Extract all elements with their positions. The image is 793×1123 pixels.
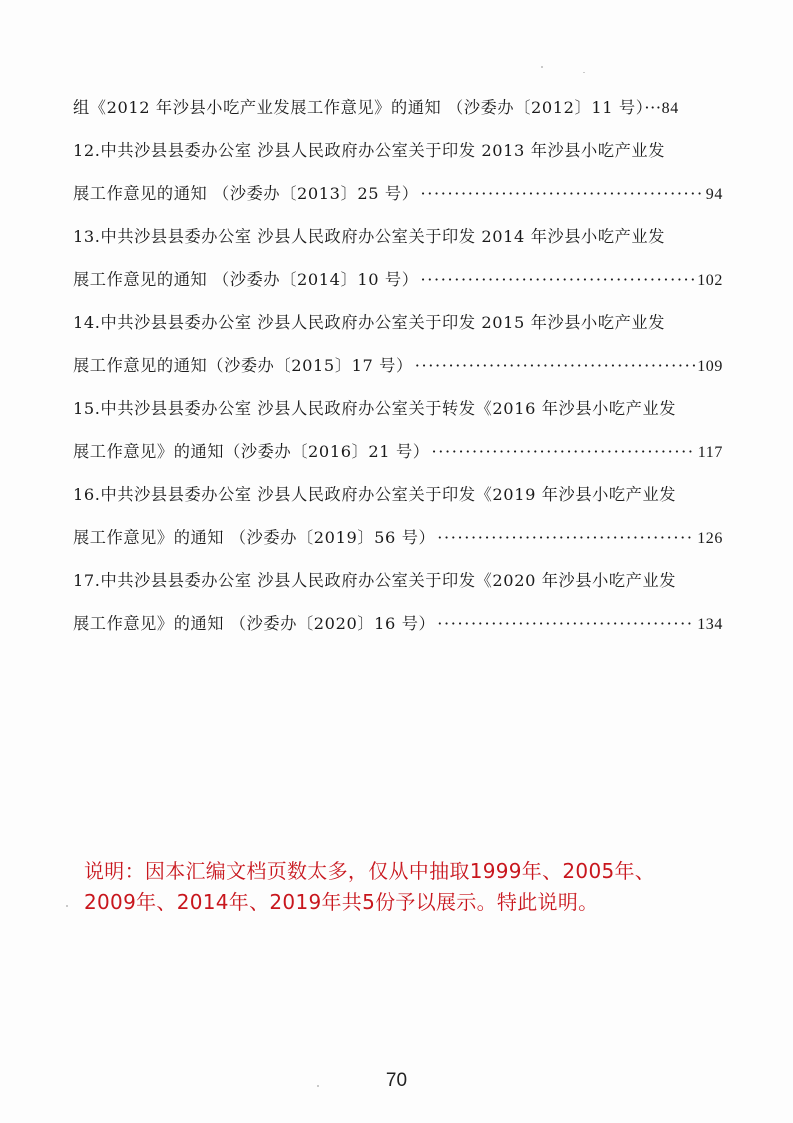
toc-entry — [73, 96, 723, 139]
toc-entry-page: 109 — [697, 358, 723, 375]
toc-entry-text: 展工作意见的通知 （沙委办〔2014〕10 号） — [73, 270, 419, 289]
toc-entry — [73, 311, 723, 354]
toc-leader-dots — [415, 354, 695, 378]
note-line: 2009年、2014年、2019年共5份予以展示。特此说明。 — [84, 890, 599, 914]
toc-entry — [73, 440, 723, 483]
toc-entry — [73, 483, 723, 526]
toc-entry-text: 展工作意见的通知 （沙委办〔2013〕25 号） — [73, 184, 419, 203]
toc-entry-page: 94 — [705, 186, 723, 203]
toc-entry-text: 15.中共沙县县委办公室 沙县人民政府办公室关于转发《2016 年沙县小吃产业发 — [73, 399, 677, 418]
table-of-contents — [73, 96, 723, 655]
toc-entry — [73, 139, 723, 182]
toc-leader-dots — [420, 268, 695, 292]
toc-leader-dots — [432, 440, 696, 464]
toc-entry-page: 84 — [661, 100, 679, 117]
toc-entry — [73, 397, 723, 440]
scan-speck — [66, 905, 68, 907]
toc-entry — [73, 268, 723, 311]
toc-entry-text: 展工作意见》的通知 （沙委办〔2019〕56 号） — [73, 528, 436, 547]
toc-entry — [73, 182, 723, 225]
toc-entry — [73, 612, 723, 655]
toc-entry — [73, 526, 723, 569]
explanatory-note — [84, 856, 734, 918]
toc-entry-text: 12.中共沙县县委办公室 沙县人民政府办公室关于印发 2013 年沙县小吃产业发 — [73, 141, 665, 160]
scan-speck — [583, 72, 585, 73]
toc-entry-page: 126 — [697, 530, 723, 547]
toc-entry-page: 134 — [697, 616, 723, 633]
toc-entry — [73, 354, 723, 397]
scan-speck — [317, 1085, 319, 1087]
toc-entry-text: 14.中共沙县县委办公室 沙县人民政府办公室关于印发 2015 年沙县小吃产业发 — [73, 313, 665, 332]
toc-entry-text: 展工作意见的通知（沙委办〔2015〕17 号） — [73, 356, 413, 375]
toc-leader-dots — [420, 182, 703, 206]
toc-leader-dots — [437, 612, 695, 636]
toc-entry-text: 组《2012 年沙县小吃产业发展工作意见》的通知 （沙委办〔2012〕11 号）··· — [73, 98, 662, 117]
note-line: 说明：因本汇编文档页数太多，仅从中抽取1999年、2005年、 — [84, 859, 656, 883]
toc-entry-text: 展工作意见》的通知 （沙委办〔2020〕16 号） — [73, 614, 436, 633]
toc-entry-text: 展工作意见》的通知（沙委办〔2016〕21 号） — [73, 442, 430, 461]
toc-entry-text: 16.中共沙县县委办公室 沙县人民政府办公室关于印发《2019 年沙县小吃产业发 — [73, 485, 677, 504]
toc-entry — [73, 225, 723, 268]
toc-entry — [73, 569, 723, 612]
toc-leader-dots — [437, 526, 695, 550]
toc-entry-page: 102 — [697, 272, 723, 289]
page-number: 70 — [385, 1070, 408, 1091]
scan-speck — [541, 66, 543, 68]
toc-entry-page: 117 — [697, 444, 723, 461]
toc-entry-text: 13.中共沙县县委办公室 沙县人民政府办公室关于印发 2014 年沙县小吃产业发 — [73, 227, 665, 246]
toc-entry-text: 17.中共沙县县委办公室 沙县人民政府办公室关于印发《2020 年沙县小吃产业发 — [73, 571, 677, 590]
